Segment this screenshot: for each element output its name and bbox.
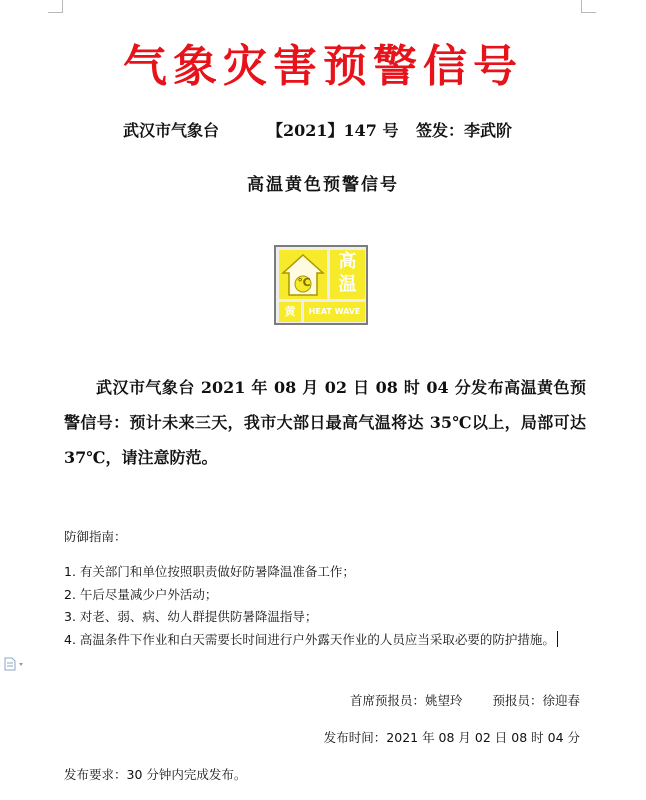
issuer: 武汉市气象台 [123,121,220,140]
warning-body: 武汉市气象台 2021 年 08 月 02 日 08 时 04 分发布高温黄色预警信号：预计未来三天，我市大部日最高气温将达 35℃以上，局部可达 37℃，请注意防范。 [64,378,586,467]
document-number: 【2021】147 号 [267,121,399,140]
publish-requirement: 发布要求：30 分钟内完成发布。 [64,767,247,782]
signer: 签发：李武阶 [416,121,513,140]
heat-warning-badge [274,245,368,325]
badge-char-bottom: 温 [338,274,357,295]
forecasters-line [350,691,580,709]
guide-list [64,561,586,651]
document-options-icon[interactable] [4,656,26,675]
guide-item: 3. 对老、弱、病、幼人群提供防暑降温指导； [64,609,318,624]
badge-char-top: 高 [338,251,357,272]
forecaster: 预报员：徐迎春 [492,693,580,708]
guide-item [64,629,586,652]
guide-item-text: 4. 高温条件下作业和白天需要长时间进行户外露天作业的人员应当采取必要的防护措施。 [64,631,555,647]
badge-chinese-label [330,250,365,299]
guide-item: 1. 有关部门和单位按照职责做好防暑降温准备工作； [64,564,355,579]
guide-heading: 防御指南： [64,529,127,544]
thermometer-house-icon [279,250,327,299]
text-cursor [557,631,558,647]
guide-item: 2. 午后尽量减少户外活动； [64,586,218,602]
badge-english-label: HEAT WAVE [304,302,365,322]
page-corner-mark-right [581,0,596,13]
celsius-glyph: ℃ [297,276,311,289]
document-title: 气象灾害预警信号 [123,41,523,92]
warning-type: 高温黄色预警信号 [247,175,399,195]
page-corner-mark-left [48,0,63,13]
chief-forecaster: 首席预报员：姚望玲 [349,693,463,708]
issue-time: 发布时间：2021 年 08 月 02 日 08 时 04 分 [323,730,580,745]
badge-level-char: 黄 [279,302,301,322]
